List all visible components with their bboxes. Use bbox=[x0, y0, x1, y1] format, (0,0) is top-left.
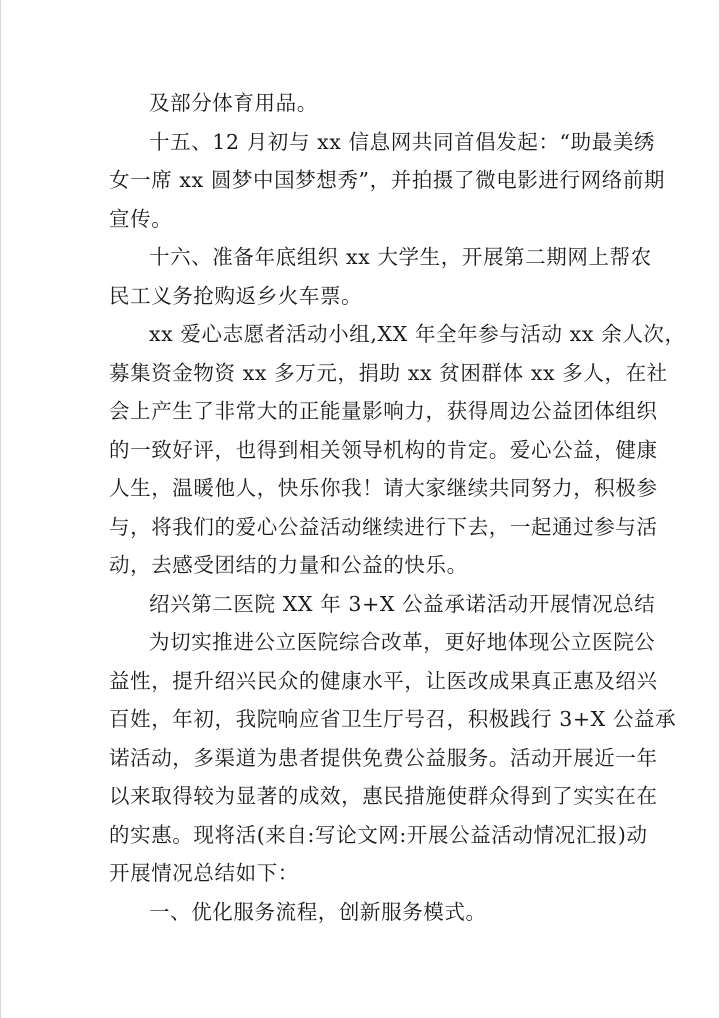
text-line: 动，去感受团结的力量和公益的快乐。 bbox=[109, 553, 468, 577]
para-sports-goods bbox=[109, 84, 629, 123]
section-title: 绍兴第二医院 XX 年 3+X 公益承诺活动开展情况总结 bbox=[149, 591, 656, 616]
text-line: 宣传。 bbox=[109, 206, 173, 231]
text-line: 以来取得较为显著的成效，惠民措施使群众得到了实实在在 bbox=[109, 784, 658, 808]
text-line: xx 爱心志愿者活动小组,XX 年全年参与活动 xx 余人次， bbox=[149, 322, 686, 346]
text-line: 民工义务抢购返乡火车票。 bbox=[109, 283, 363, 308]
text-line: 百姓，年初，我院响应省卫生厅号召，积极践行 3+X 公益承 bbox=[109, 707, 677, 731]
document-body bbox=[109, 84, 686, 931]
para-section-one bbox=[109, 893, 629, 932]
text-line: 人生，温暖他人，快乐你我！请大家继续共同努力，积极参 bbox=[109, 476, 658, 500]
text-line: 益性，提升绍兴民众的健康水平，让医改成果真正惠及绍兴 bbox=[109, 668, 658, 693]
text-line: 的实惠。现将活(来自:写论文网:开展公益活动情况汇报)动 bbox=[109, 822, 648, 847]
text-line: 开展情况总结如下： bbox=[109, 861, 299, 885]
text-line: 女一席 xx 圆梦中国梦想秀”，并拍摄了微电影进行网络前期 bbox=[109, 168, 666, 192]
text-line: 十六、准备年底组织 xx 大学生，开展第二期网上帮农 bbox=[149, 245, 652, 269]
para-item-15 bbox=[109, 123, 666, 239]
para-volunteer-summary bbox=[109, 315, 686, 585]
text-line: 的一致好评，也得到相关领导机构的肯定。爱心公益，健康 bbox=[109, 437, 658, 462]
text-line: 会上产生了非常大的正能量影响力，获得周边公益团体组织 bbox=[109, 399, 658, 423]
text-line: 十五、12 月初与 xx 信息网共同首倡发起：“助最美绣 bbox=[149, 129, 656, 154]
para-item-16 bbox=[109, 238, 652, 315]
text-line: 一、优化服务流程，创新服务模式。 bbox=[149, 899, 487, 924]
para-intro-reform bbox=[109, 623, 677, 893]
text-line: 为切实推进公立医院综合改革，更好地体现公立医院公 bbox=[149, 630, 656, 654]
text-line: 诺活动，多渠道为患者提供免费公益服务。活动开展近一年 bbox=[109, 745, 658, 770]
para-title-shaoxing bbox=[109, 585, 656, 624]
text-line: 与，将我们的爱心公益活动继续进行下去，一起通过参与活 bbox=[109, 514, 658, 539]
text-line: 募集资金物资 xx 多万元，捐助 xx 贫困群体 xx 多人，在社 bbox=[109, 360, 668, 385]
text-line: 及部分体育用品。 bbox=[149, 91, 318, 115]
